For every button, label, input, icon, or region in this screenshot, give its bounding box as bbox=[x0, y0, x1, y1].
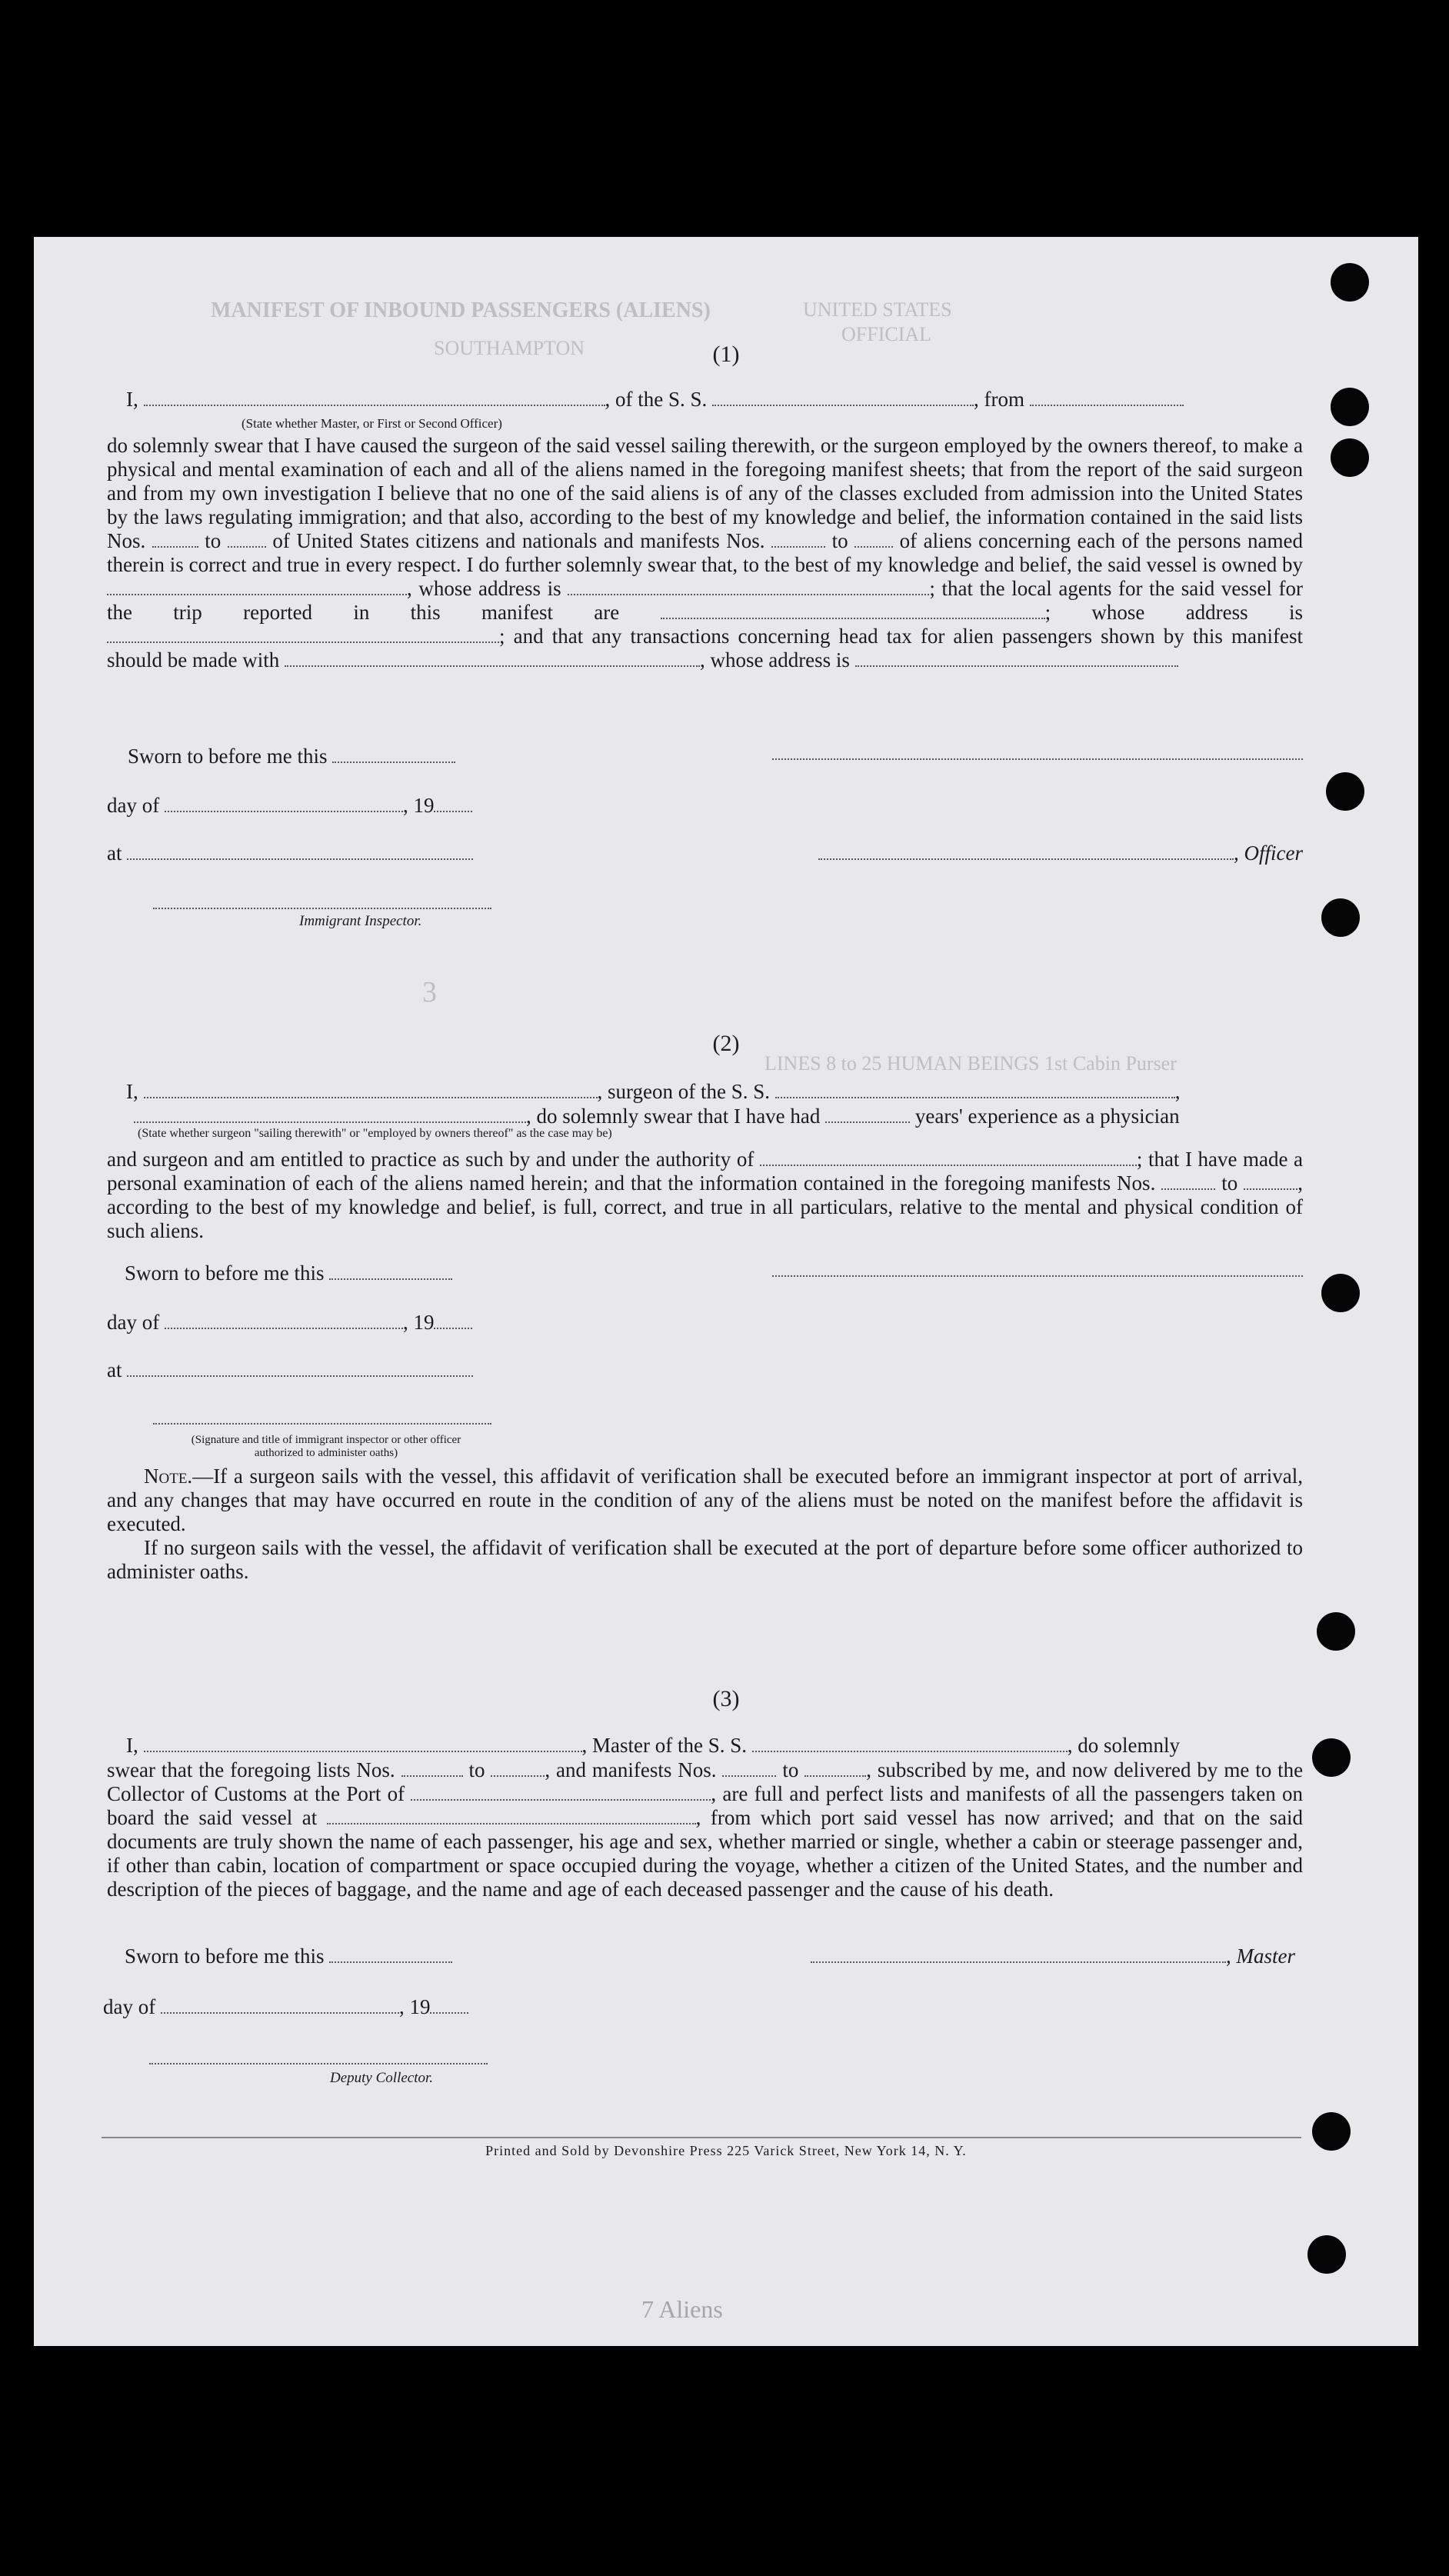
text: swear that the foregoing lists Nos. bbox=[107, 1758, 395, 1781]
bleed-header-d: OFFICIAL bbox=[841, 323, 932, 345]
text: , of the S. S. bbox=[605, 388, 708, 411]
bleed-header-c: UNITED STATES bbox=[803, 298, 952, 321]
inspector-signature-line[interactable] bbox=[153, 906, 491, 909]
text: I, bbox=[126, 1734, 138, 1757]
punch-hole bbox=[1331, 263, 1369, 302]
text: , do solemnly bbox=[1067, 1734, 1180, 1757]
local-agents-field[interactable] bbox=[661, 602, 1045, 619]
at-place-field-2[interactable] bbox=[127, 1360, 473, 1377]
year-field-2[interactable] bbox=[434, 1312, 472, 1329]
manifests-from-field[interactable] bbox=[771, 531, 825, 548]
lists-to-field[interactable] bbox=[228, 531, 266, 548]
text: to bbox=[205, 529, 222, 552]
surgeon-manifests-from-field[interactable] bbox=[1161, 1173, 1215, 1190]
text: to bbox=[1221, 1171, 1238, 1195]
punch-hole bbox=[1317, 1612, 1355, 1651]
day-month-field[interactable] bbox=[165, 795, 403, 812]
day-line-3 bbox=[103, 1995, 1280, 2019]
text: I, bbox=[126, 1080, 138, 1103]
port-of-arrival-field[interactable] bbox=[411, 1784, 711, 1801]
officer-rank-field[interactable] bbox=[144, 389, 605, 406]
text: , 19 bbox=[402, 1311, 435, 1334]
owner-address-field[interactable] bbox=[568, 578, 929, 595]
day-month-field-3[interactable] bbox=[161, 1997, 399, 2014]
sworn-date-field-2[interactable] bbox=[329, 1263, 452, 1280]
text: , according to the best of my knowledge and belief, is full, correct, and true in all particulars, relative to the mental and physical condition of such aliens. bbox=[107, 1171, 1304, 1242]
section-1-oath: do solemnly swear that I have caused the surgeon of the said vessel sailing therewith, or the surgeon employed by the owners thereof, to make a physical and mental examination of each and all of the aliens named in the foregoing manifest sheets; that from the report of the said surgeon and from my own investigation I believe that no one of the said aliens is of any of the classes excluded from admission into the United States by the laws regulating immigration; and that also, according to the best of my knowledge and belief, the information contained in the said lists Nos. to of United States citizens and nationals and manifests Nos. to of aliens concerning each of the persons named therein is correct and true in every respect. I do further solemnly swear that, to the best of my knowledge and belief, the said vessel is owned by , whose address is ; that the local agents for the said vessel for the trip reported in this manifest are ; whose address is ; and that any transactions concerning head tax for alien passengers shown by this manifest should be made with , whose address is bbox=[107, 434, 1304, 671]
port-from-field[interactable] bbox=[1030, 389, 1184, 406]
section-2-header-line: I, , surgeon of the S. S. , bbox=[126, 1080, 1181, 1103]
agents-address-field[interactable] bbox=[107, 626, 499, 643]
text: —If a surgeon sails with the vessel, this affidavit of verification shall be executed before an immigrant inspector at port of arrival, and any changes that may have occurred en route in the condition of any of the aliens must be noted on the manifest before the affidavit is executed. bbox=[107, 1465, 1303, 1535]
section-2-text: and surgeon and am entitled to practice as such by and under the authority of ; that I have made a personal examination of each of the aliens named herein; and that the information contained in the foregoing manifests Nos. to , according to the best of my knowledge and belief, is full, correct, and true in all particulars, relative to the mental and physical condition of such aliens. bbox=[107, 1148, 1304, 1242]
text: If no surgeon sails with the vessel, the affidavit of verification shall be executed at the port of departure before some officer authorized to administer oaths. bbox=[107, 1536, 1303, 1583]
lists-from-field[interactable] bbox=[152, 531, 198, 548]
punch-hole bbox=[1331, 438, 1369, 477]
caption-signature: (Signature and title of immigrant inspector or other officer authorized to administer oaths) bbox=[191, 1434, 461, 1459]
text: at bbox=[107, 1358, 122, 1381]
caption-master: (State whether Master, or First or Second Officer) bbox=[242, 416, 502, 431]
text: Sworn to before me this bbox=[128, 745, 328, 768]
punch-hole bbox=[1312, 1738, 1351, 1777]
master-lists-to-field[interactable] bbox=[491, 1760, 545, 1777]
at-line-2 bbox=[107, 1358, 1284, 1382]
inspector-caption: Immigrant Inspector. bbox=[299, 913, 422, 929]
bleed-bottom-note: 7 Aliens bbox=[641, 2295, 723, 2323]
text: , do solemnly swear that I have had bbox=[526, 1105, 821, 1128]
year-field-3[interactable] bbox=[430, 1997, 468, 2014]
text: , 19 bbox=[402, 794, 435, 817]
text: whose address is bbox=[1091, 601, 1303, 624]
bleed-row-note: LINES 8 to 25 HUMAN BEINGS 1st Cabin Purser bbox=[764, 1052, 1177, 1075]
master-signature-line bbox=[764, 1944, 1295, 1968]
text: do solemnly swear that I have caused the surgeon of the said vessel sailing therewith, or the surgeon employed by the owners thereof, to make a physical and mental examination of each and all of the aliens named in the foregoing manifest sheets; that from the report of the said surgeon and from my own investigation I believe that no one of the said aliens is of any of the classes excluded from admission into the United States by the laws regulating immigration; and that also, according to the best of my knowledge and belief, the information contained in the said lists Nos. bbox=[107, 434, 1303, 552]
sworn-date-field[interactable] bbox=[332, 746, 455, 763]
manifest-page bbox=[34, 237, 1418, 2346]
text: to bbox=[831, 529, 848, 552]
deputy-caption: Deputy Collector. bbox=[330, 2070, 434, 2086]
bleed-header-a: MANIFEST OF INBOUND PASSENGERS (ALIENS) bbox=[211, 298, 711, 322]
section-1-header-line bbox=[126, 388, 1303, 412]
text: , whose address is bbox=[699, 648, 850, 671]
port-of-embarkation-field[interactable] bbox=[327, 1808, 696, 1825]
text: of aliens concerning each of the persons named therein is correct and true in every respect. I do further solemnly swear that, to the best of my knowledge and belief, the said vessel is owned by bbox=[107, 529, 1304, 576]
section-2-line-2 bbox=[134, 1105, 1311, 1128]
section-3-text bbox=[107, 1758, 1303, 1901]
text: , whose address is bbox=[407, 577, 561, 600]
officer-signature-field[interactable] bbox=[818, 843, 1234, 860]
day-line-2 bbox=[107, 1311, 1284, 1335]
section-3-number: (3) bbox=[712, 1686, 740, 1711]
surgeon-status-field[interactable] bbox=[134, 1106, 526, 1123]
section-3-header-line bbox=[126, 1734, 1303, 1758]
text: , surgeon of the S. S. bbox=[597, 1080, 771, 1103]
surgeon-signature-line[interactable] bbox=[772, 1274, 1303, 1277]
punch-hole bbox=[1326, 772, 1364, 811]
head-tax-party-field[interactable] bbox=[285, 650, 700, 667]
bleed-left-number: 3 bbox=[422, 976, 437, 1008]
text: , from bbox=[974, 388, 1024, 411]
printer-footer: Printed and Sold by Devonshire Press 225 Varick Street, New York 14, N. Y. bbox=[485, 2143, 967, 2158]
owner-field[interactable] bbox=[107, 578, 407, 595]
sworn-date-field-3[interactable] bbox=[329, 1946, 452, 1963]
text: to bbox=[782, 1758, 799, 1781]
master-lists-from-field[interactable] bbox=[401, 1760, 463, 1777]
text: ; and that any transactions concerning head tax for alien passengers shown by this manifest should be made with bbox=[107, 625, 1303, 671]
text: Sworn to before me this bbox=[125, 1261, 325, 1285]
officer-line bbox=[772, 841, 1303, 865]
manifests-to-field[interactable] bbox=[854, 531, 893, 548]
officer-label: , Officer bbox=[1234, 841, 1303, 865]
text: , are full and perfect lists and manifests of all the passengers taken on board the said vessel at bbox=[107, 1782, 1303, 1829]
year-field[interactable] bbox=[434, 795, 472, 812]
text: , 19 bbox=[398, 1995, 431, 2018]
section-1-number: (1) bbox=[712, 342, 740, 367]
footer-rule bbox=[102, 2137, 1301, 2138]
deputy-collector-line[interactable] bbox=[149, 2061, 488, 2064]
note-paragraph-2 bbox=[107, 1536, 1303, 1584]
experience-years-field[interactable] bbox=[825, 1106, 910, 1123]
surgeon-vessel-field[interactable] bbox=[775, 1081, 1175, 1098]
text: Sworn to before me this bbox=[125, 1944, 325, 1968]
text: at bbox=[107, 841, 122, 865]
authority-field[interactable] bbox=[760, 1149, 1137, 1166]
master-manifests-to-field[interactable] bbox=[804, 1760, 866, 1777]
officer-signature-line[interactable] bbox=[772, 757, 1303, 760]
master-name-field[interactable] bbox=[144, 1735, 582, 1752]
day-line-1 bbox=[107, 794, 1284, 818]
text: day of bbox=[107, 1311, 160, 1334]
text: , and manifests Nos. bbox=[545, 1758, 717, 1781]
administering-officer-line[interactable] bbox=[153, 1421, 491, 1425]
surgeon-manifests-to-field[interactable] bbox=[1244, 1173, 1297, 1190]
master-label: , Master bbox=[1226, 1944, 1295, 1968]
master-manifests-from-field[interactable] bbox=[722, 1760, 776, 1777]
punch-hole bbox=[1321, 898, 1360, 937]
day-month-field-2[interactable] bbox=[165, 1312, 403, 1329]
vessel-name-field[interactable] bbox=[712, 389, 974, 406]
text: , Master of the S. S. bbox=[581, 1734, 747, 1757]
surgeon-name-field[interactable] bbox=[144, 1081, 598, 1098]
bleed-header-b: SOUTHAMPTON bbox=[434, 337, 585, 359]
text: and surgeon and am entitled to practice as such by and under the authority of bbox=[107, 1148, 754, 1171]
punch-hole bbox=[1307, 2235, 1346, 2274]
text: that I have made a personal examination of each of the aliens named herein; and that the information contained in the foregoing manifests Nos. bbox=[107, 1148, 1304, 1195]
text: to bbox=[468, 1758, 485, 1781]
master-signature-field[interactable] bbox=[811, 1946, 1226, 1963]
punch-hole bbox=[1321, 1274, 1360, 1312]
text: that the local agents for the said vessel for the trip reported in this manifest are bbox=[107, 577, 1303, 624]
note-label: Note. bbox=[144, 1465, 193, 1488]
text: , from which port said vessel has now arrived; and that on the said documents are truly shown the name of each passenger, his age and sex, whether married or single, whether a cabin or steerage passenger and, if other than cabin, location of compartment or space occupied during the voyage, whether a citizen of the United States, and the number and description of the pieces of baggage, and the name and age of each deceased passenger and the cause of his death. bbox=[107, 1806, 1303, 1901]
note-paragraph bbox=[107, 1465, 1303, 1536]
caption-surgeon: (State whether surgeon "sailing therewith" or "employed by owners thereof" as the case may be) bbox=[138, 1127, 612, 1140]
text: day of bbox=[103, 1995, 156, 2018]
text: I, bbox=[126, 388, 138, 411]
text: years' experience as a physician bbox=[914, 1105, 1180, 1128]
at-place-field[interactable] bbox=[127, 843, 473, 860]
head-tax-address-field[interactable] bbox=[855, 650, 1178, 667]
text: , subscribed by me, and now delivered by me to the Collector of Customs at the Port of bbox=[107, 1758, 1304, 1805]
master-vessel-field[interactable] bbox=[752, 1735, 1068, 1752]
section-2-number: (2) bbox=[712, 1031, 740, 1056]
text: day of bbox=[107, 794, 160, 817]
text: of United States citizens and nationals and manifests Nos. bbox=[272, 529, 765, 552]
punch-hole bbox=[1331, 388, 1369, 426]
